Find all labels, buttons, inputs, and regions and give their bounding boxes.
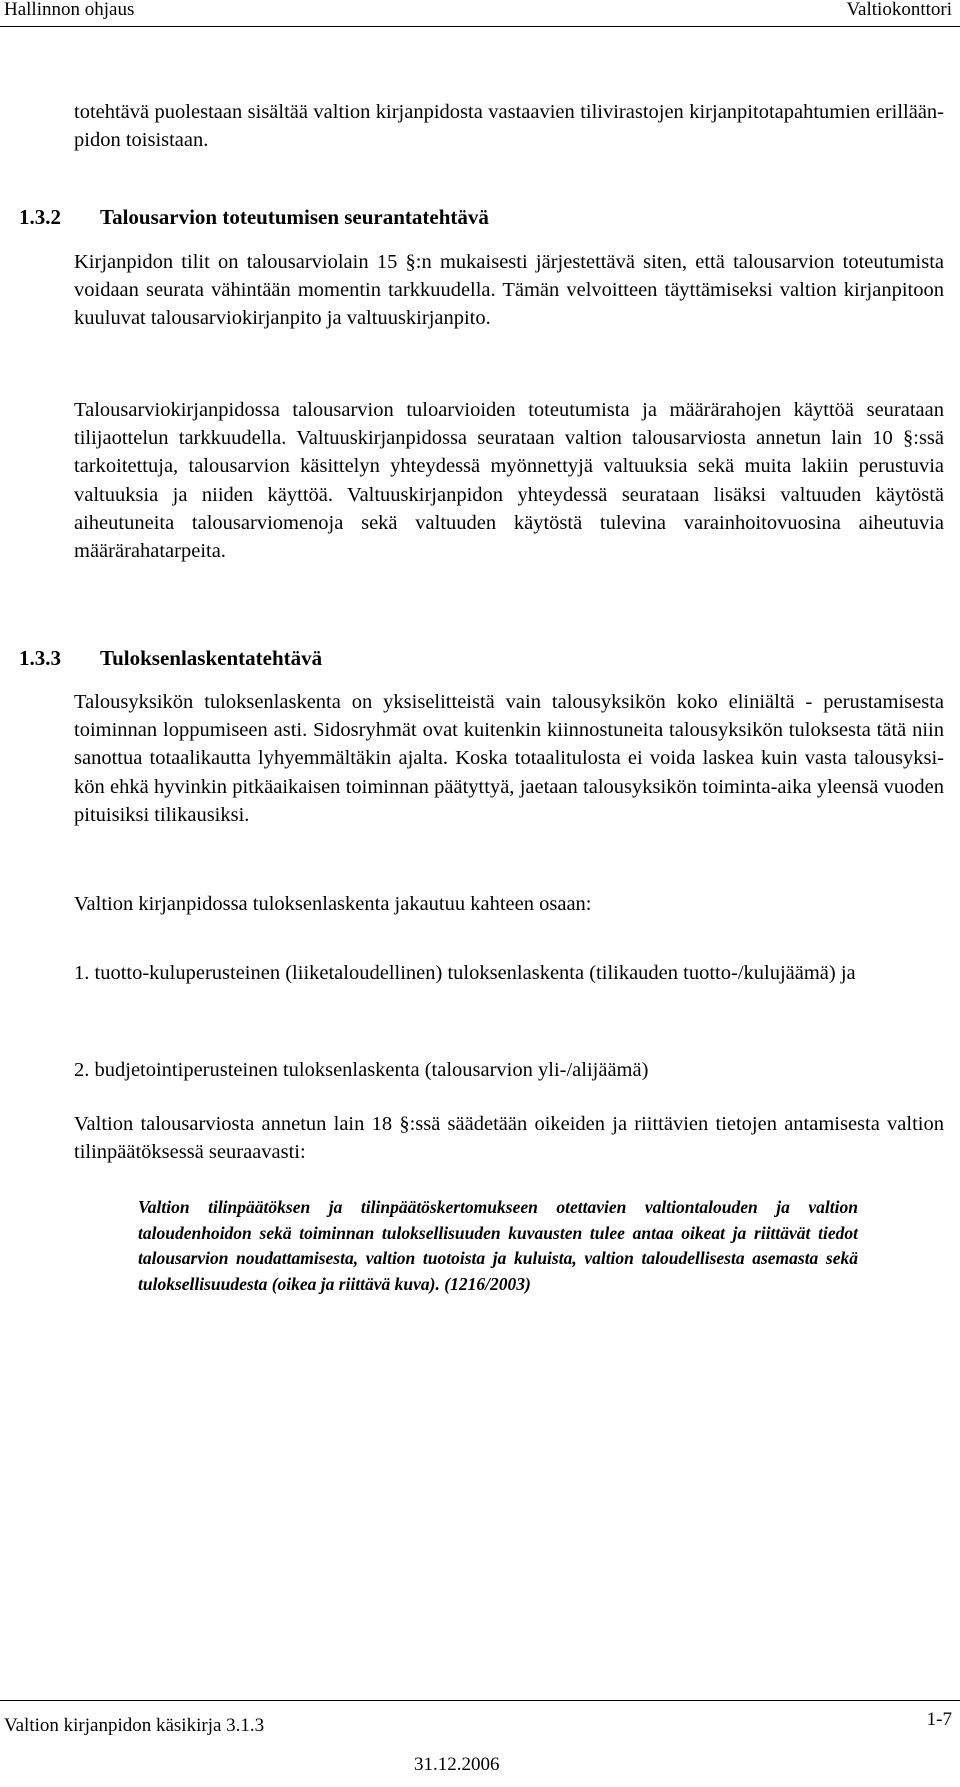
section-heading-1-3-3 xyxy=(19,645,322,671)
footer-date: 31.12.2006 xyxy=(414,1754,500,1775)
section-title: Talousarvion toteutumisen seurantatehtävä xyxy=(100,205,489,229)
header-rule xyxy=(0,26,960,27)
section-title: Tuloksenlaskentatehtävä xyxy=(100,646,323,670)
paragraph: Kirjanpidon tilit on talousarviolain 15 §:n mukaisesti järjestettävä siten, että talousarvion toteutumista voidaan seurata vähintään momentin tarkkuudella. Tämän velvoitteen täyttämiseksi valtion kirjanpitoon kuuluvat talousarviokirjanpito ja valtuuskirjanpito. xyxy=(74,251,944,330)
footer-title: Valtion kirjanpidon käsikirja 3.1.3 xyxy=(4,1715,265,1736)
section-number: 1.3.2 xyxy=(19,205,61,229)
list-item: 1. tuotto-kuluperusteinen (liiketaloudellinen) tuloksenlaskenta (tilikauden tuotto-/kulujäämä) ja xyxy=(74,962,856,984)
paragraph: Talousyksikön tuloksenlaskenta on yksiselitteistä vain talousyksikön koko eliniältä - perustamisesta toiminnan loppumiseen asti. Sidosryhmät ovat kuitenkin kiinnostuneita talousyksikön tuloksesta tätä niin sanottua totaalikautta lyhyemmältäkin ajalta. Koska totaalitulosta ei voida laskea kuin vasta talousyksikön ehkä hyvinkin pitkäaikaisen toiminnan päätyttyä, jaetaan talousyksikön toiminta-aika yleensä vuoden pituisiksi tilikausiksi. xyxy=(74,691,944,826)
law-quote: Valtion tilinpäätöksen ja tilinpäätöskertomukseen otettavien valtiontalouden ja valtion taloudenhoidon sekä toiminnan tuloksellisuuden kuvausten tulee antaa oikeat ja riittävät tiedot talousarvion noudattamisesta, valtion tuotoista ja kuluista, valtion taloudellisesta asemasta sekä tuloksellisuudesta (oikea ja riittävä kuva). (1216/2003) xyxy=(138,1197,858,1294)
list-item: 2. budjetointiperusteinen tuloksenlaskenta (talousarvion yli-/alijäämä) xyxy=(74,1059,649,1081)
page-number: 1-7 xyxy=(926,1709,952,1730)
paragraph: Valtion kirjanpidossa tuloksenlaskenta jakautuu kahteen osaan: xyxy=(74,893,592,915)
footer-rule xyxy=(0,1700,960,1701)
header-right: Valtiokonttori xyxy=(846,0,952,20)
section-heading-1-3-2 xyxy=(19,204,489,230)
section-number: 1.3.3 xyxy=(19,646,61,670)
paragraph: Talousarviokirjanpidossa talousarvion tuloarvioiden toteutumista ja määrärahojen käyttöä seurataan tilijaottelun tarkkuudella. Valtuuskirjanpidossa seurataan valtion talousarviosta annetun lain 10 §:ssä tarkoitettuja, talousarvion käsittelyn yhteydessä myönnettyjä valtuuksia sekä muita lakiin perustuvia valtuuksia ja niiden käyttöä. Valtuuskirjanpidon yhteydessä seurataan lisäksi valtuuden käytöstä aiheutuneita talousarviomenoja sekä valtuuden käytöstä tulevina varainhoitovuosina aiheutuvia määrärahatarpeita. xyxy=(74,399,944,563)
paragraph: Valtion talousarviosta annetun lain 18 §:ssä säädetään oikeiden ja riittävien tietojen antamisesta valtion tilinpäätöksessä seuraavasti: xyxy=(74,1113,944,1164)
header-left: Hallinnon ohjaus xyxy=(4,0,135,20)
intro-paragraph: totehtävä puolestaan sisältää valtion kirjanpidosta vastaavien tilivirastojen kirjanpitotapahtumien erilläänpidon toisistaan. xyxy=(74,101,944,152)
